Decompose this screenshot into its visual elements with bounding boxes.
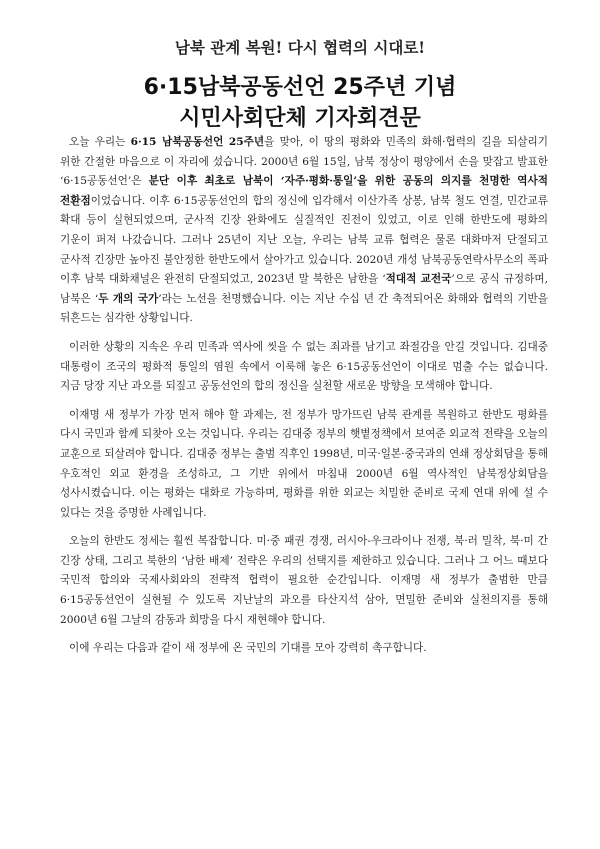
p1-text-4: ’으로 공식 규정하며, 남북은 ‘ — [60, 273, 548, 305]
p1-emphasis-hostile-state: 적대적 교전국 — [385, 273, 452, 286]
p1-emphasis-two-states: 두 개의 국가 — [98, 292, 159, 305]
p1-text-2: 을 맞아, 이 땅의 평화와 민족의 화해·협력의 길을 되살리기 위한 간절한 마음으로 이 자리에 섰습니다. 2000년 6월 15일, 남북 정상이 평양에서 손을 맞잡고 발표한 ‘6·15공동선언’은 — [60, 136, 549, 188]
p1-emphasis-turning-point: 분단 이후 최초로 남북이 ‘자주·평화·통일’을 위한 공동의 의지를 천명한 역사적 전환점 — [60, 175, 548, 207]
kicker-headline: 남북 관계 복원! 다시 협력의 시대로! — [174, 38, 426, 57]
paragraph-5: 이에 우리는 다음과 같이 새 정부에 온 국민의 기대를 모아 강력히 촉구합니다. — [69, 642, 427, 655]
p1-emphasis-anniversary: 6·15 남북공동선언 25주년 — [130, 136, 265, 148]
paragraph-4: 오늘의 한반도 정세는 훨씬 복잡합니다. 미·중 패권 경쟁, 러시아-우크라이나 전쟁, 북·러 밀착, 북·미 간 긴장 상태, 그리고 북한의 ‘남한 배제’ 전략은 우리의 선택지를 제한하고 있습니다. 그러나 그 어느 때보다 국민적 합의와 국제사회와의 전략적 협력이 필요한 순간입니다. 이재명 새 정부가 출범한 만큼 6·15공동선언이 실현될 수 있도록 지난날의 과오를 타산지석 삼아, 면밀한 준비와 실천의지를 통해 2000년 6월 그날의 감동과 희망을 다시 재현해야 합니다. — [60, 535, 548, 626]
statement-body — [60, 133, 548, 668]
title-line-2: 시민사회단체 기자회견문 — [179, 106, 421, 131]
p1-text-5: ’라는 노선을 천명했습니다. 이는 지난 수십 년 간 축적되어온 화해와 협력의 기반을 뒤흔드는 심각한 상황입니다. — [60, 292, 549, 325]
p1-text-1: 오늘 우리는 — [69, 136, 131, 148]
paragraph-2: 이러한 상황의 지속은 우리 민족과 역사에 씻을 수 없는 죄과를 남기고 좌절감을 안길 것입니다. 김대중 대통령이 조국의 평화적 통일의 염원 속에서 이룩해 놓은 6·15공동선언이 이대로 멈출 수는 없습니다. 지금 당장 지난 과오를 되짚고 공동선언의 합의 정신을 실천할 새로운 방향을 모색해야 합니다. — [60, 340, 548, 393]
paragraph-1 — [60, 133, 548, 329]
p1-text-3: 이었습니다. 이후 6·15공동선언의 합의 정신에 입각해서 이산가족 상봉, 남북 철도 연결, 민간교류 확대 등이 실현되었으며, 군사적 긴장 완화에도 실질적인 진전이 있었고, 이로 인해 한반도에 평화의 기운이 퍼져 나갔습니다. 그러나 25년이 지난 오늘, 우리는 남북 교류 협력은 물론 대화마저 단절되고 군사적 긴장만 높아진 불안정한 한반도에서 살아가고 있습니다. 2020년 개성 남북공동연락사무소의 폭파 이후 남북 대화채널은 완전히 단절되었고, 2023년 말 북한은 남한을 ‘ — [60, 194, 548, 286]
title-line-1: 6·15남북공동선언 25주년 기념 — [143, 75, 457, 100]
paragraph-3: 이재명 새 정부가 가장 먼저 해야 할 과제는, 전 정부가 망가뜨린 남북 관계를 복원하고 한반도 평화를 다시 국민과 함께 되찾아 오는 것입니다. 우리는 김대중 정부의 햇볕정책에서 보여준 외교적 전략을 오늘의 교훈으로 되살려야 합니다. 김대중 정부는 출범 직후인 1998년, 미국·일본·중국과의 연쇄 정상회담을 통해 우호적인 외교 환경을 조성하고, 그 기반 위에서 마침내 2000년 6월 역사적인 남북정상회담을 성사시켰습니다. 이는 평화는 대화로 가능하며, 평화를 위한 외교는 치밀한 준비로 국제 연대 위에 설 수 있다는 것을 증명한 사례입니다. — [60, 408, 548, 519]
